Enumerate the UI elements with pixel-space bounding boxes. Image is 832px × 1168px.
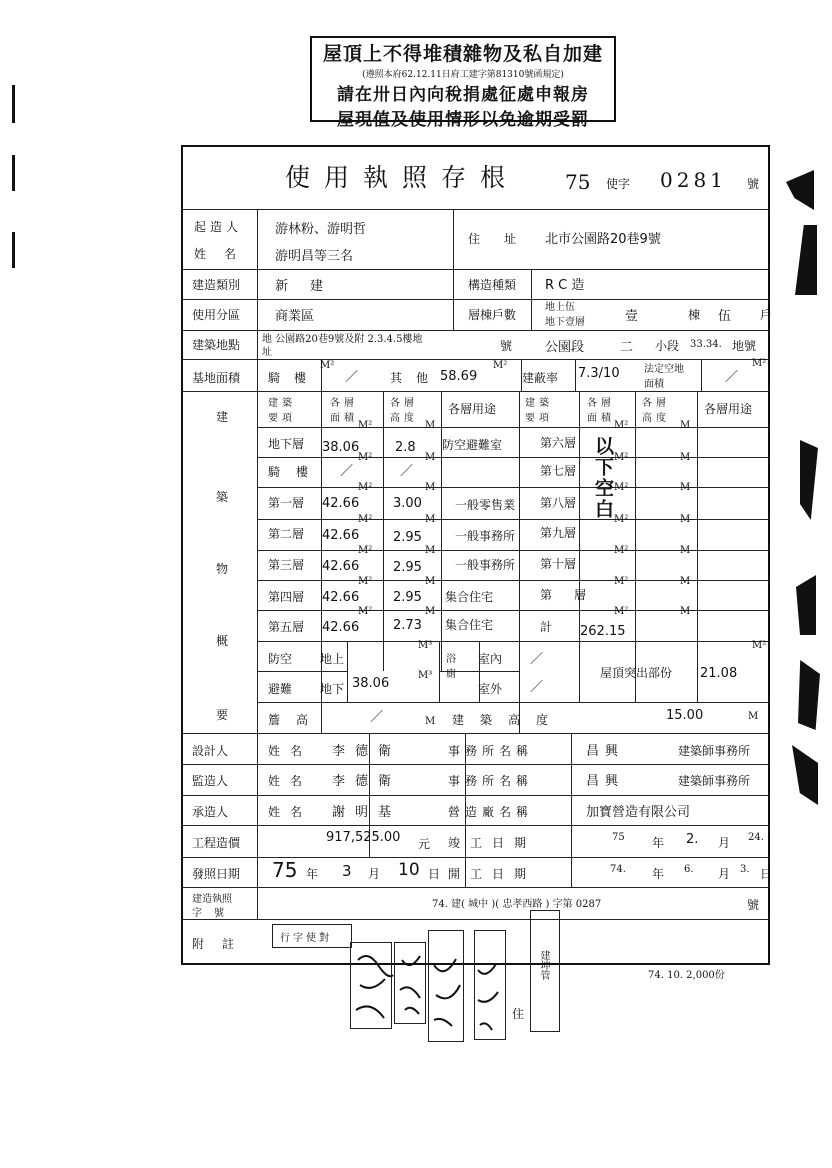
structure-value: R C 造 [545,278,585,293]
unit-m2: M² [614,482,629,493]
permit-text-suffix: 號 [747,898,760,912]
month-char: 月 [718,836,731,850]
issue-year: 75 [272,858,298,882]
floor-area: 42.66 [322,528,360,543]
subsection-label: 小段 [655,339,680,353]
owner-address: 北市公園路20巷9號 [545,232,661,247]
floor-label: 第三層 [268,558,305,572]
floor-use: 集合住宅 [445,590,494,604]
cost-label: 工程造價 [192,836,241,850]
floor-area: 42.66 [322,620,360,635]
floor-height: ／ [400,464,414,479]
col-area-left: 各層面積 [330,398,358,424]
building-count: 壹 [625,309,639,324]
permit-suffix: 號 [747,177,760,191]
unit-m: M [425,482,436,493]
toilet-indoor-label: 室內 [478,652,503,666]
issue-month: 3 [342,862,352,880]
unit-suffix: 戶 [760,308,773,322]
shelter-label-2: 避難 [268,682,293,696]
permit-label-1: 建造執照 [192,894,232,905]
floor-height: 2.73 [393,618,422,633]
unit-m2: M² [358,514,373,525]
notice-line-1: 屋頂上不得堆積雜物及私自加建 [322,43,603,65]
floor-height: 2.95 [393,560,422,575]
permit-number: 0281 [660,168,727,192]
floor-label: 地下層 [268,437,305,451]
permit-text: 74. 建( 城中 )( 忠孝西路 ) 字第 0287 [432,899,602,910]
floor-area: 42.66 [322,559,360,574]
toilet-indoor-value: ／ [530,652,544,667]
unit-m2: M² [614,576,629,587]
completion-label: 竣工日期 [448,836,537,850]
floor-label: 第一層 [268,496,305,510]
unit-m2: M² [358,606,373,617]
supervisor-role: 監造人 [192,774,229,788]
month-char: 月 [368,867,381,881]
other-value: 58.69 [440,369,478,384]
building-type-label: 建造類別 [192,278,241,292]
cost-unit: 元 [418,837,431,851]
shelter-unit: M³ [418,670,433,681]
unit-m: M [425,545,436,556]
structure-label: 構造種類 [468,278,517,292]
col-use-left: 各層用途 [448,402,497,416]
legal-area-label: 法定空地面積 [644,364,684,390]
unit-m2: M² [358,576,373,587]
notice-line-4: 屋現值及使用情形以免逾期受罰 [337,110,589,130]
day-char: 日 [428,867,441,881]
address-label: 住址 [468,232,541,246]
issue-date-label: 發照日期 [192,867,241,881]
permit-prefix: 使字 [606,177,631,191]
total-area: 262.15 [580,624,626,639]
unit-m: M [680,514,691,525]
area-label: 基地面積 [192,371,241,385]
scan-artifact [792,745,818,805]
remarks-box-text: 建坤管 [538,950,549,980]
toilet-outdoor-label: 室外 [478,682,503,696]
scan-artifact [800,440,818,520]
col-area-right: 各層面積 [587,398,615,424]
contractor-role: 承造人 [192,805,229,819]
designer-office-label: 事務所名稱 [448,744,534,758]
lot-number: 33.34. [690,339,722,350]
floor-label: 騎樓 [268,465,325,479]
signature-scribbles [350,940,550,1040]
floor-height: 3.00 [393,496,422,511]
unit-m: M [680,606,691,617]
scan-artifact [796,575,816,635]
shelter-above-label: 地上 [320,652,345,666]
col-item-left: 建築要項 [268,398,296,424]
start-date-label: 開工日期 [448,867,537,881]
floor-label: 第六層 [540,436,577,450]
floor-label: 第五層 [268,620,305,634]
floor-label: 第層 [540,588,609,602]
floor-label: 第四層 [268,590,305,604]
start-month: 6. [684,864,694,875]
scan-mark [12,232,15,268]
permit-label-2: 字號 [192,908,236,919]
building-height-value: 15.00 [666,708,704,723]
unit-m2: M² [614,420,629,431]
building-type-value: 新建 [275,279,346,294]
year-char: 年 [652,836,665,850]
owner-name-label: 姓名 [194,247,255,261]
supervisor-name: 李德衛 [332,774,402,789]
lot-label: 號 [500,339,513,353]
eave-unit: M [425,716,436,727]
shelter-unit: M³ [418,640,433,651]
shelter-below-label: 地下 [320,682,345,696]
unit-m2: M² [358,420,373,431]
owner-label: 起造人 [194,220,243,234]
form-title: 使用執照存根 [285,163,520,192]
designer-name-label: 姓名 [268,744,313,758]
permit-year: 75 [565,170,591,194]
coverage-label: 建蔽率 [522,371,559,385]
floor-label: 第十層 [540,557,577,571]
col-use-right: 各層用途 [704,402,753,416]
unit-m: M [425,452,436,463]
floor-area: 38.06 [322,440,360,455]
total-label: 計 [540,620,553,634]
empty-below-note: 以下空白 [592,436,614,520]
floor-label: 第八層 [540,496,577,510]
col-item-right: 建築要項 [525,398,553,424]
building-height-unit: M [748,711,759,722]
supervisor-office-label: 事務所名稱 [448,774,534,788]
roof-label: 屋頂突出部份 [600,666,673,680]
contractor-name: 謝明基 [332,805,402,820]
scan-mark [12,85,15,123]
zoning-label: 使用分區 [192,308,241,322]
supervisor-office-type: 建築師事務所 [678,774,751,788]
toilet-label: 浴廁 [446,654,456,680]
section-name: 公園段 [545,340,585,355]
unit-m: M [425,420,436,431]
floor-use: 一般零售業 [455,498,516,512]
floors-label: 層棟戶數 [468,308,517,322]
designer-role: 設計人 [192,744,229,758]
day-char: 日 [760,867,773,881]
floor-height: 2.95 [393,530,422,545]
scan-mark [12,155,15,191]
remarks-stamp-text: 行字使對 [280,933,332,944]
roof-value: 21.08 [700,666,738,681]
supervisor-name-label: 姓名 [268,774,313,788]
remarks-label: 附註 [192,937,253,951]
month-char: 月 [718,867,731,881]
col-height-right: 各層高度 [642,398,670,424]
legal-area-unit: M² [752,358,767,369]
owner-name-2: 游明昌等三名 [275,249,354,264]
shelter-below-value: 38.06 [352,676,390,691]
floor-label: 第九層 [540,526,577,540]
unit-m2: M² [358,482,373,493]
summary-side-3: 物 [216,562,229,576]
arcade-value: ／ [345,370,359,385]
scan-artifact [795,225,817,295]
completion-year: 75 [612,832,625,843]
unit-m2: M² [358,452,373,463]
notice-line-3: 請在卅日內向稅捐處征處申報房 [337,85,589,105]
floor-area: 42.66 [322,496,360,511]
unit-m: M [680,452,691,463]
contractor-office: 加寶營造有限公司 [586,805,691,820]
unit-m: M [680,576,691,587]
floor-height: 2.8 [395,440,416,455]
section-number: 二 [620,340,634,355]
owner-name-1: 游林粉、游明哲 [275,222,367,237]
completion-day: 24. [748,832,764,843]
floor-use: 集合住宅 [445,618,494,632]
floor-use: 防空避難室 [442,438,503,452]
contractor-name-label: 姓名 [268,805,313,819]
unit-m2: M² [614,514,629,525]
start-day: 3. [740,864,750,875]
col-height-left: 各層高度 [390,398,418,424]
scan-artifact [798,660,820,730]
site-address-suffix: 址 [262,347,272,358]
cost-value: 917,525.00 [326,830,401,845]
year-char: 年 [652,867,665,881]
floor-area: 42.66 [322,590,360,605]
site-label: 建築地點 [192,338,241,352]
floors-upper: 地上伍 [545,302,575,313]
floor-height: 2.95 [393,590,422,605]
issue-day: 10 [398,860,420,880]
contractor-office-label: 營造廠名稱 [448,805,534,819]
notice-stamp [310,36,616,130]
lot-suffix: 地號 [732,339,757,353]
roof-unit: M² [752,640,767,651]
site-address: 地 公園路20巷9號及附 2.3.4.5樓地 [262,334,423,345]
unit-m2: M² [614,606,629,617]
toilet-outdoor-value: ／ [530,680,544,695]
arcade-unit: M² [320,360,335,371]
zoning-value: 商業區 [275,309,315,324]
designer-office-type: 建築師事務所 [678,744,751,758]
designer-name: 李德衛 [332,744,402,759]
summary-side-5: 要 [216,708,229,722]
year-char: 年 [306,867,319,881]
other-unit: M² [493,360,508,371]
other-label: 其他 [390,371,443,385]
unit-m2: M² [614,545,629,556]
building-unit: 棟 [688,308,701,322]
unit-m: M [680,482,691,493]
remarks-extra-char: 住 [512,1007,525,1021]
supervisor-office: 昌興 [586,774,625,789]
coverage-value: 7.3/10 [578,366,620,381]
unit-m: M [680,545,691,556]
notice-line-2: (遵照本府62.12.11日府工建字第81310號函規定) [362,70,564,80]
floor-label: 第二層 [268,527,305,541]
completion-month: 2. [686,832,699,847]
unit-count: 伍 [718,309,732,324]
unit-m: M [425,576,436,587]
print-footer: 74. 10. 2,000份 [648,970,725,981]
start-year: 74. [610,864,626,875]
summary-side-2: 築 [216,490,229,504]
shelter-label-1: 防空 [268,652,293,666]
floor-use: 一般事務所 [455,529,516,543]
floor-label: 第七層 [540,464,577,478]
floors-lower: 地下壹層 [545,317,585,328]
eave-label: 簷高 [268,713,325,727]
scan-artifact [786,170,814,210]
unit-m: M [680,420,691,431]
eave-value: ／ [370,710,384,725]
unit-m: M [425,514,436,525]
unit-m2: M² [358,545,373,556]
unit-m2: M² [614,452,629,463]
designer-office: 昌興 [586,744,625,759]
summary-side-4: 概 [216,634,229,648]
floor-use: 一般事務所 [455,558,516,572]
legal-area-value: ／ [725,370,739,385]
building-height-label: 建築高度 [452,713,565,727]
unit-m: M [425,606,436,617]
summary-side-1: 建 [216,410,229,424]
arcade-label: 騎樓 [268,371,321,385]
floor-area: ／ [340,464,354,479]
